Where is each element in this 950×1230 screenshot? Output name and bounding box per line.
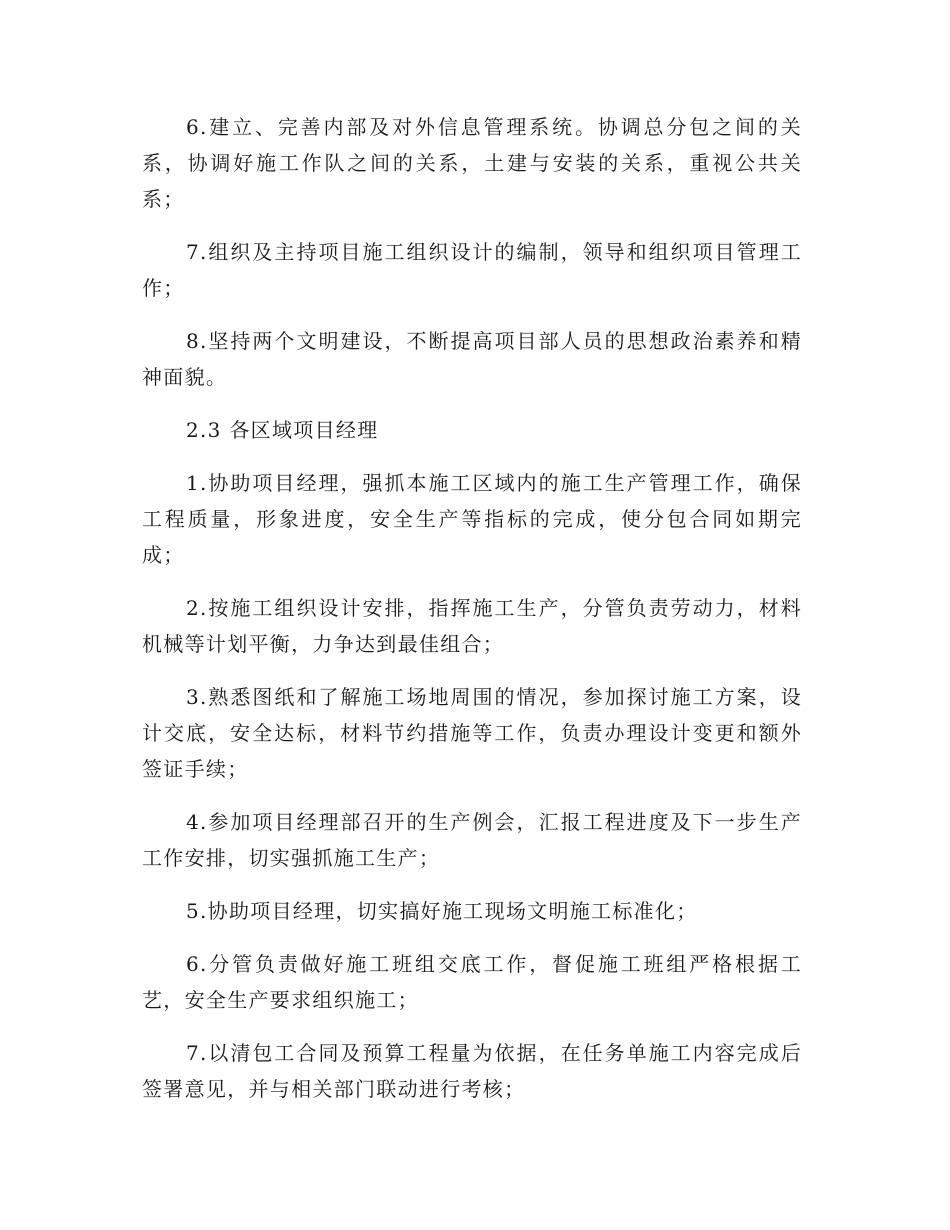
section-paragraph-3: 3.熟悉图纸和了解施工场地周围的情况，参加探讨施工方案，设计交底，安全达标，材料节约措施等工作，负责办理设计变更和额外签证手续； (142, 685, 802, 781)
paragraph-item-8: 8.坚持两个文明建设，不断提高项目部人员的思想政治素养和精神面貌。 (142, 329, 802, 389)
section-paragraph-4: 4.参加项目经理部召开的生产例会，汇报工程进度及下一步生产工作安排，切实强抓施工生产； (142, 810, 802, 870)
document-body (142, 109, 802, 1124)
section-paragraph-5: 5.协助项目经理，切实搞好施工现场文明施工标准化； (186, 899, 698, 923)
paragraph-item-7: 7.组织及主持项目施工组织设计的编制，领导和组织项目管理工作； (142, 240, 802, 300)
paragraph-item-6: 6.建立、完善内部及对外信息管理系统。协调总分包之间的关系，协调好施工作队之间的关系，土建与安装的关系，重视公共关系； (142, 115, 802, 211)
section-paragraph-1: 1.协助项目经理，强抓本施工区域内的施工生产管理工作，确保工程质量，形象进度，安全生产等指标的完成，使分包合同如期完成； (142, 471, 802, 567)
section-paragraph-2: 2.按施工组织设计安排，指挥施工生产，分管负责劳动力，材料机械等计划平衡，力争达到最佳组合； (142, 596, 802, 656)
section-paragraph-7: 7.以清包工合同及预算工程量为依据，在任务单施工内容完成后签署意见，并与相关部门联动进行考核； (142, 1041, 802, 1101)
section-paragraph-6: 6.分管负责做好施工班组交底工作，督促施工班组严格根据工艺，安全生产要求组织施工； (142, 952, 802, 1012)
section-heading: 2.3 各区域项目经理 (186, 418, 379, 442)
